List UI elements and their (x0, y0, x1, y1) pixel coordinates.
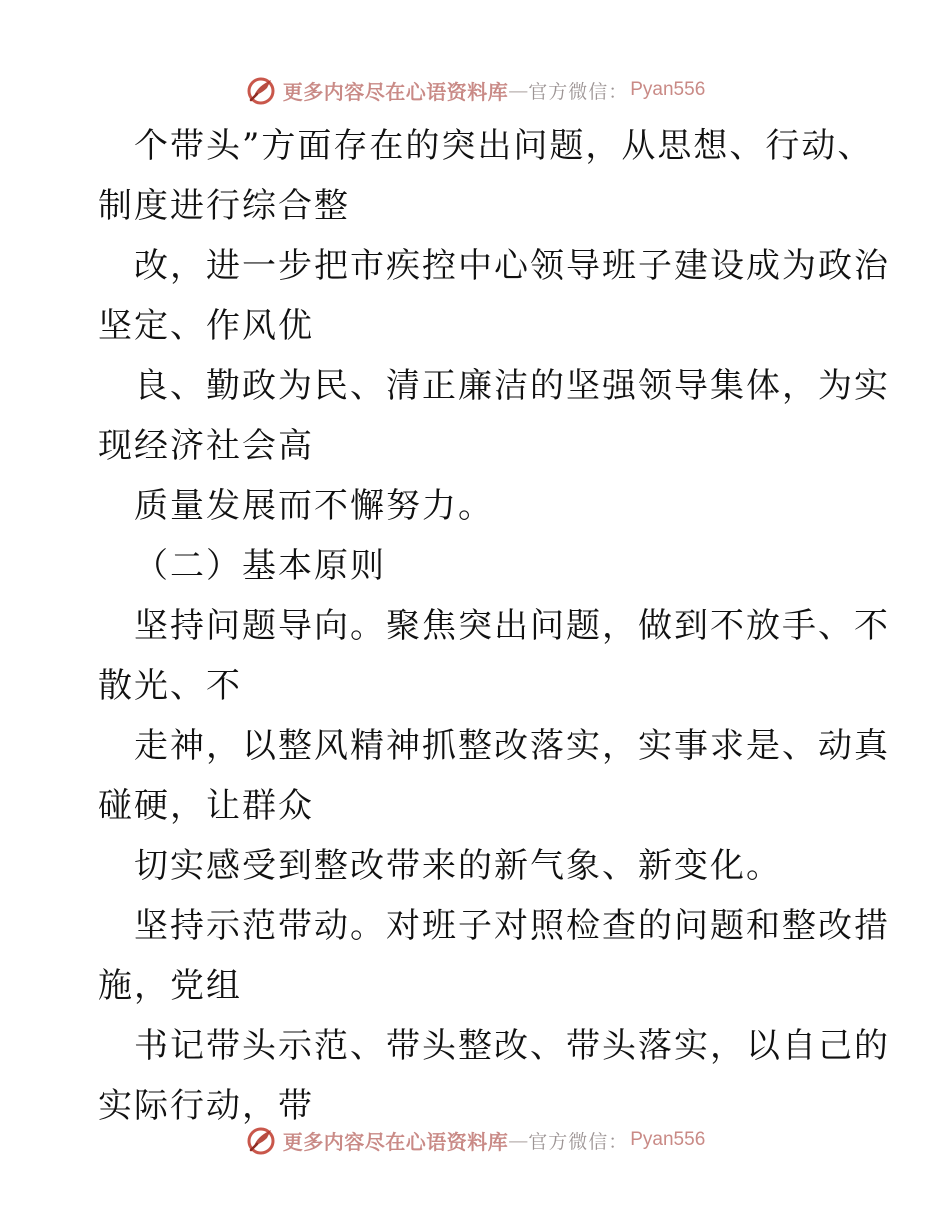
text-line: 制度进行综合整 (98, 186, 350, 226)
text-line: （二）基本原则 (134, 546, 386, 586)
text-line: 坚持示范带动。对班子对照检查的问题和整改措 (134, 906, 890, 946)
pen-logo-icon (245, 1124, 277, 1156)
text-line: 良、勤政为民、清正廉洁的坚强领导集体，为实 (134, 366, 890, 406)
text-line: 散光、不 (98, 666, 242, 706)
text-line: 实际行动，带 (98, 1086, 314, 1126)
watermark-brand: 更多内容尽在心语资料库 (282, 1129, 509, 1154)
text-line: 坚定、作风优 (98, 306, 314, 346)
text-line: 书记带头示范、带头整改、带头落实，以自己的 (134, 1026, 890, 1066)
watermark-label: 官方微信： (528, 1130, 629, 1153)
header-watermark (0, 70, 950, 110)
text-line: 走神，以整风精神抓整改落实，实事求是、动真 (134, 726, 890, 766)
footer-watermark (0, 1120, 950, 1160)
text-line: 切实感受到整改带来的新气象、新变化。 (134, 846, 782, 886)
watermark-separator: — (508, 78, 529, 102)
text-line: 个带头”方面存在的突出问题，从思想、行动、 (134, 126, 874, 166)
watermark-separator: — (508, 1128, 529, 1152)
text-line: 施，党组 (98, 966, 242, 1006)
watermark-brand: 更多内容尽在心语资料库 (282, 79, 509, 104)
pen-logo-icon (245, 74, 277, 106)
document-body (98, 116, 890, 1136)
text-line: 现经济社会高 (98, 426, 314, 466)
text-line: 坚持问题导向。聚焦突出问题，做到不放手、不 (134, 606, 890, 646)
watermark-id: Pyan556 (630, 79, 706, 100)
watermark-id: Pyan556 (630, 1129, 706, 1150)
text-line: 改，进一步把市疾控中心领导班子建设成为政治 (134, 246, 890, 286)
text-line: 质量发展而不懈努力。 (134, 486, 494, 526)
text-line: 碰硬，让群众 (98, 786, 314, 826)
watermark-label: 官方微信： (528, 80, 629, 103)
